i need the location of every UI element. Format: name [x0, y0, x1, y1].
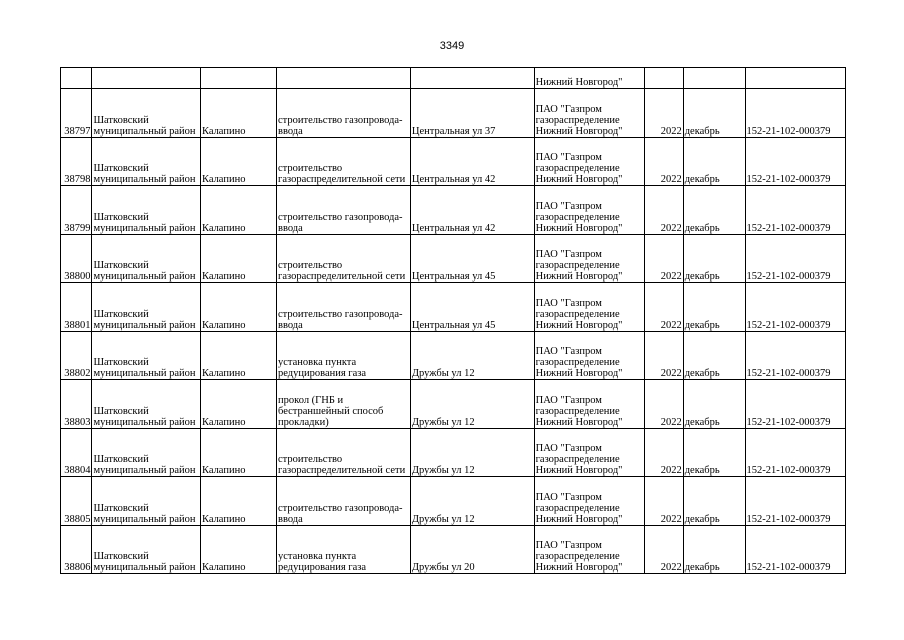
cell-work: строительство газораспределительной сети	[277, 137, 411, 186]
cell-code: 152-21-102-000379	[745, 525, 845, 574]
cell-id: 38798	[61, 137, 92, 186]
cell-street: Центральная ул 37	[410, 89, 534, 138]
cell-code: 152-21-102-000379	[745, 331, 845, 380]
cell-code: 152-21-102-000379	[745, 186, 845, 235]
table-row	[61, 428, 846, 477]
table-row	[61, 283, 846, 332]
cell-org: ПАО "Газпром газораспределение Нижний Новгород"	[534, 525, 645, 574]
cell-year: 2022	[645, 89, 684, 138]
cell-month: декабрь	[683, 137, 745, 186]
table-row	[61, 89, 846, 138]
cell-district: Шатковский муниципальный район	[92, 331, 201, 380]
cell-year: 2022	[645, 428, 684, 477]
cell-code	[745, 68, 845, 89]
cell-street: Центральная ул 42	[410, 137, 534, 186]
table-row	[61, 380, 846, 429]
cell-locality: Калапино	[200, 89, 276, 138]
cell-district: Шатковский муниципальный район	[92, 380, 201, 429]
cell-id: 38801	[61, 283, 92, 332]
cell-locality: Калапино	[200, 137, 276, 186]
cell-year: 2022	[645, 331, 684, 380]
data-table	[60, 67, 846, 574]
cell-locality: Калапино	[200, 380, 276, 429]
cell-work: строительство газопровода-ввода	[277, 89, 411, 138]
cell-year: 2022	[645, 186, 684, 235]
cell-street: Дружбы ул 12	[410, 477, 534, 526]
cell-work: строительство газораспределительной сети	[277, 234, 411, 283]
table-row	[61, 331, 846, 380]
cell-district: Шатковский муниципальный район	[92, 283, 201, 332]
cell-org: ПАО "Газпром газораспределение Нижний Новгород"	[534, 428, 645, 477]
cell-org: Нижний Новгород"	[534, 68, 645, 89]
cell-street: Центральная ул 45	[410, 283, 534, 332]
cell-street: Дружбы ул 12	[410, 380, 534, 429]
table-row	[61, 186, 846, 235]
cell-code: 152-21-102-000379	[745, 137, 845, 186]
cell-street	[410, 68, 534, 89]
cell-district	[92, 68, 201, 89]
cell-district: Шатковский муниципальный район	[92, 89, 201, 138]
cell-year: 2022	[645, 380, 684, 429]
cell-id: 38805	[61, 477, 92, 526]
cell-id: 38804	[61, 428, 92, 477]
cell-org: ПАО "Газпром газораспределение Нижний Новгород"	[534, 380, 645, 429]
cell-district: Шатковский муниципальный район	[92, 137, 201, 186]
cell-district: Шатковский муниципальный район	[92, 186, 201, 235]
cell-id: 38799	[61, 186, 92, 235]
page-number: 3349	[439, 40, 465, 52]
cell-locality: Калапино	[200, 428, 276, 477]
cell-id: 38803	[61, 380, 92, 429]
cell-street: Дружбы ул 12	[410, 428, 534, 477]
cell-year: 2022	[645, 234, 684, 283]
cell-month: декабрь	[683, 331, 745, 380]
cell-locality: Калапино	[200, 283, 276, 332]
cell-code: 152-21-102-000379	[745, 477, 845, 526]
cell-year	[645, 68, 684, 89]
cell-id: 38806	[61, 525, 92, 574]
cell-month: декабрь	[683, 525, 745, 574]
cell-code: 152-21-102-000379	[745, 89, 845, 138]
table-body	[61, 68, 846, 574]
table-row	[61, 525, 846, 574]
cell-id: 38800	[61, 234, 92, 283]
cell-year: 2022	[645, 477, 684, 526]
cell-code: 152-21-102-000379	[745, 380, 845, 429]
cell-street: Дружбы ул 12	[410, 331, 534, 380]
cell-work: строительство газопровода-ввода	[277, 186, 411, 235]
cell-year: 2022	[645, 525, 684, 574]
cell-work: прокол (ГНБ и бестраншейный способ прокладки)	[277, 380, 411, 429]
cell-org: ПАО "Газпром газораспределение Нижний Новгород"	[534, 186, 645, 235]
cell-work: строительство газопровода-ввода	[277, 283, 411, 332]
cell-locality: Калапино	[200, 234, 276, 283]
cell-district: Шатковский муниципальный район	[92, 477, 201, 526]
cell-month: декабрь	[683, 186, 745, 235]
cell-org: ПАО "Газпром газораспределение Нижний Новгород"	[534, 331, 645, 380]
cell-org: ПАО "Газпром газораспределение Нижний Новгород"	[534, 234, 645, 283]
cell-locality: Калапино	[200, 186, 276, 235]
cell-month: декабрь	[683, 380, 745, 429]
cell-district: Шатковский муниципальный район	[92, 234, 201, 283]
cell-work	[277, 68, 411, 89]
cell-work: установка пункта редуцирования газа	[277, 331, 411, 380]
cell-org: ПАО "Газпром газораспределение Нижний Новгород"	[534, 477, 645, 526]
cell-id: 38802	[61, 331, 92, 380]
cell-month: декабрь	[683, 89, 745, 138]
cell-work: строительство газораспределительной сети	[277, 428, 411, 477]
cell-locality: Калапино	[200, 525, 276, 574]
cell-org: ПАО "Газпром газораспределение Нижний Новгород"	[534, 137, 645, 186]
cell-code: 152-21-102-000379	[745, 428, 845, 477]
cell-month: декабрь	[683, 428, 745, 477]
cell-locality: Калапино	[200, 477, 276, 526]
cell-org: ПАО "Газпром газораспределение Нижний Новгород"	[534, 89, 645, 138]
table-row-continued	[61, 68, 846, 89]
cell-month: декабрь	[683, 283, 745, 332]
cell-year: 2022	[645, 283, 684, 332]
cell-code: 152-21-102-000379	[745, 283, 845, 332]
cell-street: Центральная ул 42	[410, 186, 534, 235]
cell-month	[683, 68, 745, 89]
cell-year: 2022	[645, 137, 684, 186]
cell-org: ПАО "Газпром газораспределение Нижний Новгород"	[534, 283, 645, 332]
table-row	[61, 234, 846, 283]
cell-district: Шатковский муниципальный район	[92, 525, 201, 574]
cell-locality: Калапино	[200, 331, 276, 380]
cell-work: строительство газопровода-ввода	[277, 477, 411, 526]
cell-month: декабрь	[683, 234, 745, 283]
cell-code: 152-21-102-000379	[745, 234, 845, 283]
cell-id	[61, 68, 92, 89]
cell-id: 38797	[61, 89, 92, 138]
cell-district: Шатковский муниципальный район	[92, 428, 201, 477]
cell-month: декабрь	[683, 477, 745, 526]
table-row	[61, 137, 846, 186]
table-row	[61, 477, 846, 526]
cell-work: установка пункта редуцирования газа	[277, 525, 411, 574]
cell-locality	[200, 68, 276, 89]
cell-street: Центральная ул 45	[410, 234, 534, 283]
cell-street: Дружбы ул 20	[410, 525, 534, 574]
